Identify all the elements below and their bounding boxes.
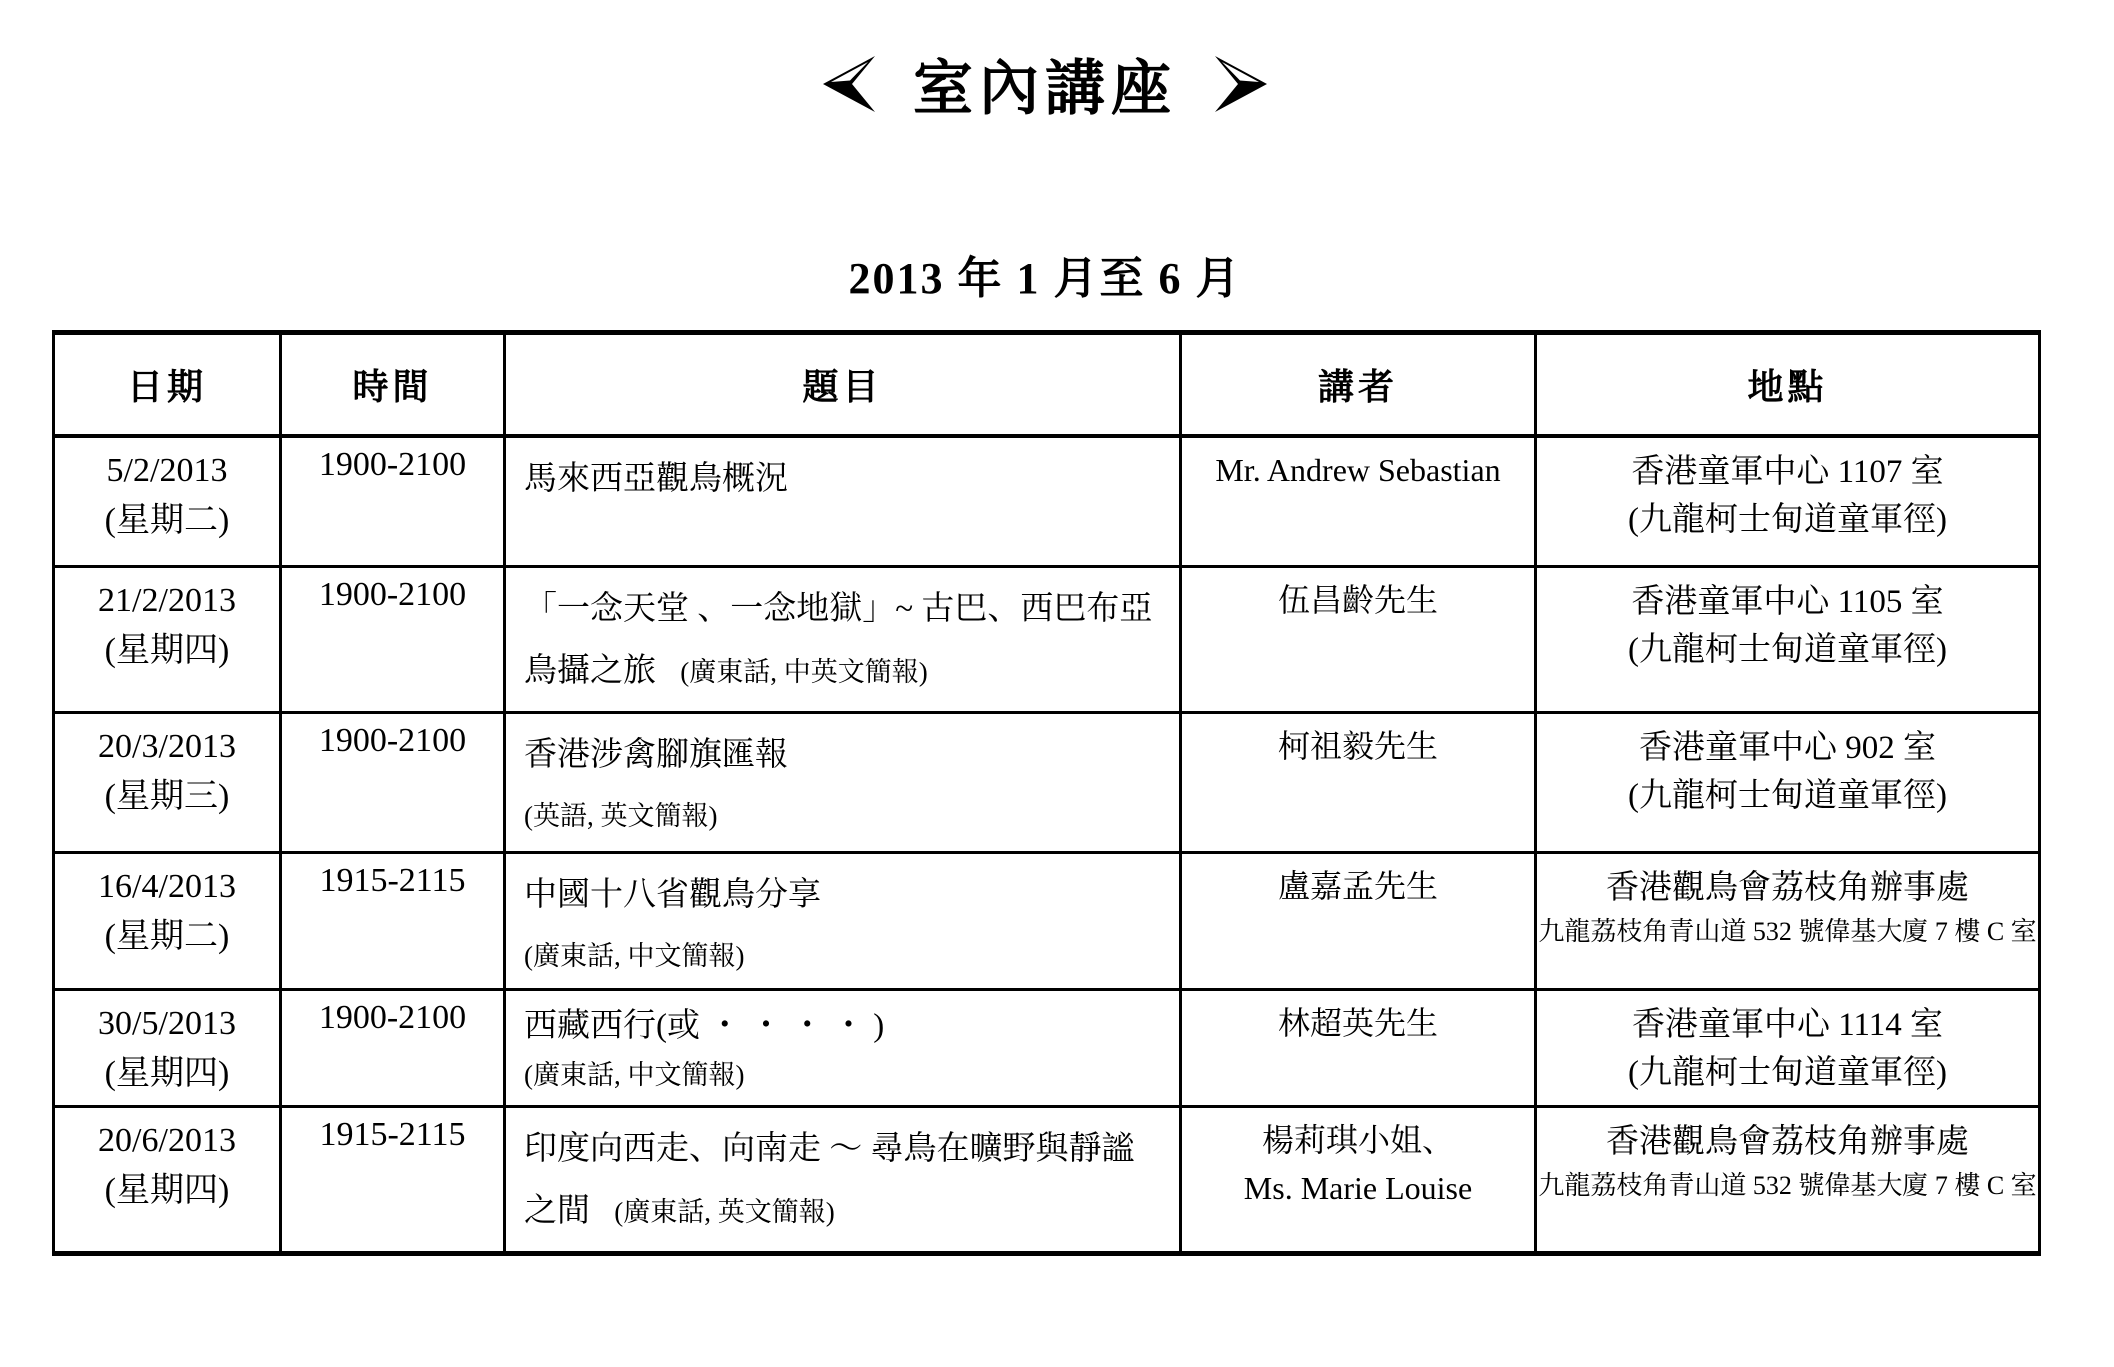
date-value: 5/2/2013	[106, 452, 228, 489]
location-address-line: 九龍荔枝角青山道 532 號偉基大廈 7 樓 C 室	[1538, 916, 2037, 946]
location-line-1: 香港童軍中心 1114 室	[1631, 1006, 1944, 1043]
topic-title: 馬來西亞觀鳥概況	[524, 461, 788, 497]
location-line-1: 香港觀鳥會荔枝角辦事處	[1606, 869, 1969, 906]
speaker-cell	[1181, 566, 1536, 712]
date-cell	[54, 989, 281, 1106]
date-cell	[54, 436, 281, 566]
speaker-cell	[1181, 1106, 1536, 1253]
table-row	[54, 852, 2040, 989]
col-header-date: 日期	[54, 333, 281, 437]
col-header-topic: 題目	[505, 333, 1181, 437]
speaker-cell	[1181, 436, 1536, 566]
date-value: 20/6/2013	[98, 1121, 236, 1159]
col-header-speaker: 講者	[1181, 333, 1536, 437]
weekday-value: (星期二)	[104, 502, 230, 539]
date-value: 16/4/2013	[98, 867, 236, 905]
location-cell	[1536, 852, 2040, 989]
speaker-cell	[1181, 989, 1536, 1106]
page-title-row	[52, 38, 2038, 130]
page-title: 室內講座	[913, 56, 1177, 122]
time-cell	[281, 852, 505, 989]
lectures-table	[52, 330, 2041, 1256]
speaker-line-1: 伍昌齡先生	[1277, 581, 1438, 618]
col-header-time: 時間	[281, 333, 505, 437]
weekday-value: (星期四)	[104, 631, 230, 669]
table-row	[54, 566, 2040, 712]
speaker-line-1: 柯祖毅先生	[1277, 727, 1438, 764]
left-arrowhead-icon	[823, 54, 875, 114]
topic-title: 香港涉禽腳旗匯報	[524, 736, 788, 773]
location-line-2: (九龍柯士甸道童軍徑)	[1628, 1054, 1947, 1091]
page-subtitle: 2013 年 1 月至 6 月	[848, 254, 1242, 303]
date-cell	[54, 852, 281, 989]
time-cell	[281, 989, 505, 1106]
location-line-1: 香港童軍中心 1105 室	[1631, 583, 1944, 620]
date-cell	[54, 712, 281, 852]
time-value: 1915-2115	[319, 861, 466, 899]
date-cell	[54, 566, 281, 712]
location-line-2: (九龍柯士甸道童軍徑)	[1628, 502, 1947, 538]
location-line-1: 香港觀鳥會荔枝角辦事處	[1606, 1123, 1969, 1160]
topic-title: 印度向西走、向南走 ～ 尋鳥在曠野與靜謐之間	[524, 1130, 1135, 1229]
topic-title: 中國十八省觀鳥分享	[524, 876, 821, 913]
date-value: 21/2/2013	[98, 581, 236, 619]
right-arrowhead-icon	[1215, 54, 1267, 114]
topic-cell	[505, 1106, 1181, 1253]
time-value: 1900-2100	[318, 446, 467, 483]
col-header-location: 地點	[1536, 333, 2040, 437]
topic-note: (廣東話, 中文簡報)	[524, 1059, 745, 1090]
time-cell	[281, 436, 505, 566]
speaker-line-1: 楊莉琪小姐、	[1261, 1121, 1454, 1158]
topic-title: 「一念天堂 、一念地獄」~ 古巴、西巴布亞鳥攝之旅	[524, 590, 1153, 689]
location-cell	[1536, 1106, 2040, 1253]
date-value: 20/3/2013	[98, 727, 236, 765]
table-row	[54, 989, 2040, 1106]
table-row	[54, 712, 2040, 852]
location-line-1: 香港童軍中心 902 室	[1639, 729, 1936, 766]
date-cell	[54, 1106, 281, 1253]
table-row	[54, 1106, 2040, 1253]
time-value: 1915-2115	[319, 1115, 466, 1153]
time-value: 1900-2100	[318, 998, 467, 1036]
location-cell	[1536, 989, 2040, 1106]
topic-note: (英語, 英文簡報)	[524, 800, 718, 831]
header-row	[54, 333, 2040, 437]
location-cell	[1536, 566, 2040, 712]
topic-note: (廣東話, 中文簡報)	[524, 940, 745, 971]
weekday-value: (星期三)	[104, 777, 230, 815]
time-cell	[281, 566, 505, 712]
table-row	[54, 436, 2040, 566]
topic-cell	[505, 989, 1181, 1106]
location-line-1: 香港童軍中心 1107 室	[1631, 454, 1944, 490]
time-value: 1900-2100	[318, 721, 467, 759]
time-cell	[281, 1106, 505, 1253]
topic-cell	[505, 852, 1181, 989]
topic-cell	[505, 436, 1181, 566]
time-cell	[281, 712, 505, 852]
location-cell	[1536, 436, 2040, 566]
location-line-2: (九龍柯士甸道童軍徑)	[1628, 631, 1947, 668]
weekday-value: (星期四)	[104, 1171, 230, 1209]
speaker-line-2: Ms. Marie Louise	[1243, 1169, 1473, 1206]
document-page	[52, 38, 2038, 1256]
speaker-cell	[1181, 852, 1536, 989]
speaker-line-1: Mr. Andrew Sebastian	[1215, 452, 1501, 488]
topic-cell	[505, 712, 1181, 852]
location-line-2: (九龍柯士甸道童軍徑)	[1628, 777, 1947, 814]
weekday-value: (星期四)	[104, 1054, 230, 1092]
speaker-cell	[1181, 712, 1536, 852]
time-value: 1900-2100	[318, 575, 467, 613]
date-value: 30/5/2013	[98, 1004, 236, 1042]
location-cell	[1536, 712, 2040, 852]
speaker-line-1: 盧嘉孟先生	[1277, 867, 1438, 904]
location-address-line: 九龍荔枝角青山道 532 號偉基大廈 7 樓 C 室	[1538, 1170, 2037, 1200]
topic-title: 西藏西行(或 ・ ・ ・ ・ )	[524, 1007, 885, 1044]
weekday-value: (星期二)	[104, 917, 230, 955]
topic-cell	[505, 566, 1181, 712]
topic-note: (廣東話, 英文簡報)	[614, 1196, 835, 1227]
topic-note: (廣東話, 中英文簡報)	[680, 656, 928, 687]
speaker-line-1: 林超英先生	[1277, 1004, 1438, 1041]
